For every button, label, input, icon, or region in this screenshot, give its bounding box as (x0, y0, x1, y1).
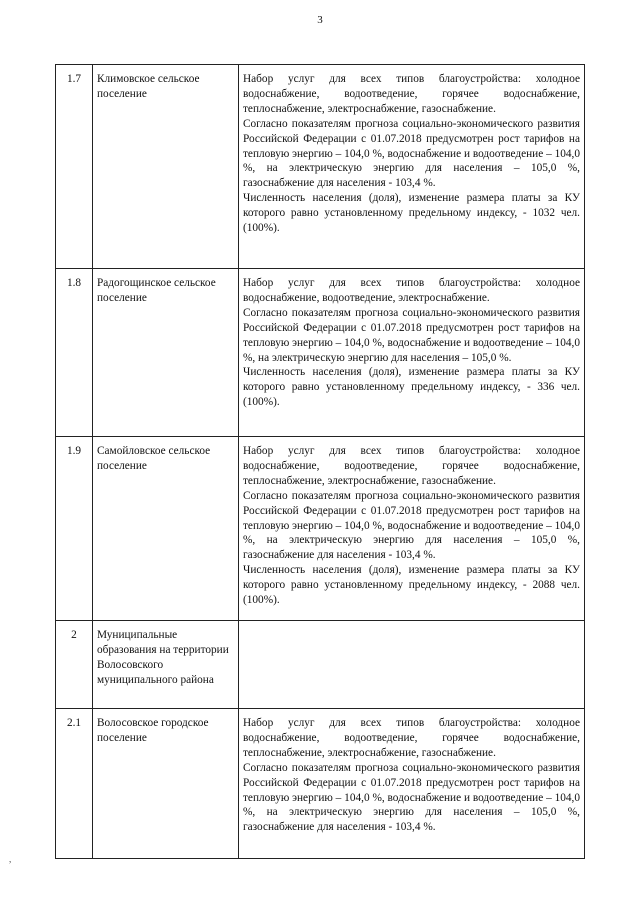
population-text: Численность населения (доля), изменение размера платы за КУ которого равно установленному предельному индексу, - 1032 чел. (100%). (243, 192, 580, 235)
row-description (239, 621, 585, 709)
municipality-name: Волосовское городское поселение (93, 709, 239, 859)
margin-mark: , (9, 854, 12, 864)
services-text: Набор услуг для всех типов благоустройства: холодное водоснабжение, водоотведение, горячее водоснабжение, теплоснабжение, электроснабжение, газоснабжение. (243, 717, 580, 759)
forecast-text: Согласно показателям прогноза социально-экономического развития Российской Федерации с 01.07.2018 предусмотрен рост тарифов на тепловую энергию – 104,0 %, водоснабжение и водоотведение – 104,0 %, на электрическую энергию для населения – 105,0 %, газоснабжение для населения - 103,4 %. (243, 761, 580, 834)
services-text: Набор услуг для всех типов благоустройства: холодное водоснабжение, водоотведение, электроснабжение. (243, 277, 580, 304)
municipality-name: Климовское сельское поселение (93, 65, 239, 269)
row-number: 1.7 (56, 65, 93, 269)
row-description (239, 437, 585, 621)
services-text: Набор услуг для всех типов благоустройства: холодное водоснабжение, водоотведение, горячее водоснабжение, теплоснабжение, электроснабжение, газоснабжение. (243, 73, 580, 115)
row-number: 1.9 (56, 437, 93, 621)
row-description (239, 269, 585, 437)
table-row (56, 709, 585, 859)
table-row (56, 65, 585, 269)
row-number: 2.1 (56, 709, 93, 859)
municipality-name: Муниципальные образования на территории Волосовского муниципального района (93, 621, 239, 709)
tariff-table (55, 64, 585, 859)
table-row (56, 437, 585, 621)
page-number: 3 (317, 14, 323, 26)
table-row (56, 269, 585, 437)
population-text: Численность населения (доля), изменение размера платы за КУ которого равно установленному предельному индексу, - 2088 чел. (100%). (243, 564, 580, 607)
forecast-text: Согласно показателям прогноза социально-экономического развития Российской Федерации с 01.07.2018 предусмотрен рост тарифов на тепловую энергию – 104,0 %, водоснабжение и водоотведение – 104,0 %, на электрическую энергию для населения – 105,0 %, газоснабжение для населения - 103,4 %. (243, 117, 580, 190)
municipality-name: Радогощинское сельское поселение (93, 269, 239, 437)
row-description (239, 65, 585, 269)
table-row (56, 621, 585, 709)
forecast-text: Согласно показателям прогноза социально-экономического развития Российской Федерации с 01.07.2018 предусмотрен рост тарифов на тепловую энергию – 104,0 %, водоснабжение и водоотведение – 104,0 %, на электрическую энергию для населения – 105,0 %, газоснабжение для населения - 103,4 %. (243, 489, 580, 562)
row-number: 2 (56, 621, 93, 709)
services-text: Набор услуг для всех типов благоустройства: холодное водоснабжение, водоотведение, горячее водоснабжение, теплоснабжение, электроснабжение, газоснабжение. (243, 445, 580, 487)
municipality-name: Самойловское сельское поселение (93, 437, 239, 621)
row-description (239, 709, 585, 859)
population-text: Численность населения (доля), изменение размера платы за КУ которого равно установленному предельному индексу, - 336 чел. (100%). (243, 366, 580, 409)
forecast-text: Согласно показателям прогноза социально-экономического развития Российской Федерации с 01.07.2018 предусмотрен рост тарифов на тепловую энергию – 104,0 %, водоснабжение и водоотведение – 104,0 %, на электрическую энергию для населения – 105,0 %. (243, 306, 580, 364)
row-number: 1.8 (56, 269, 93, 437)
